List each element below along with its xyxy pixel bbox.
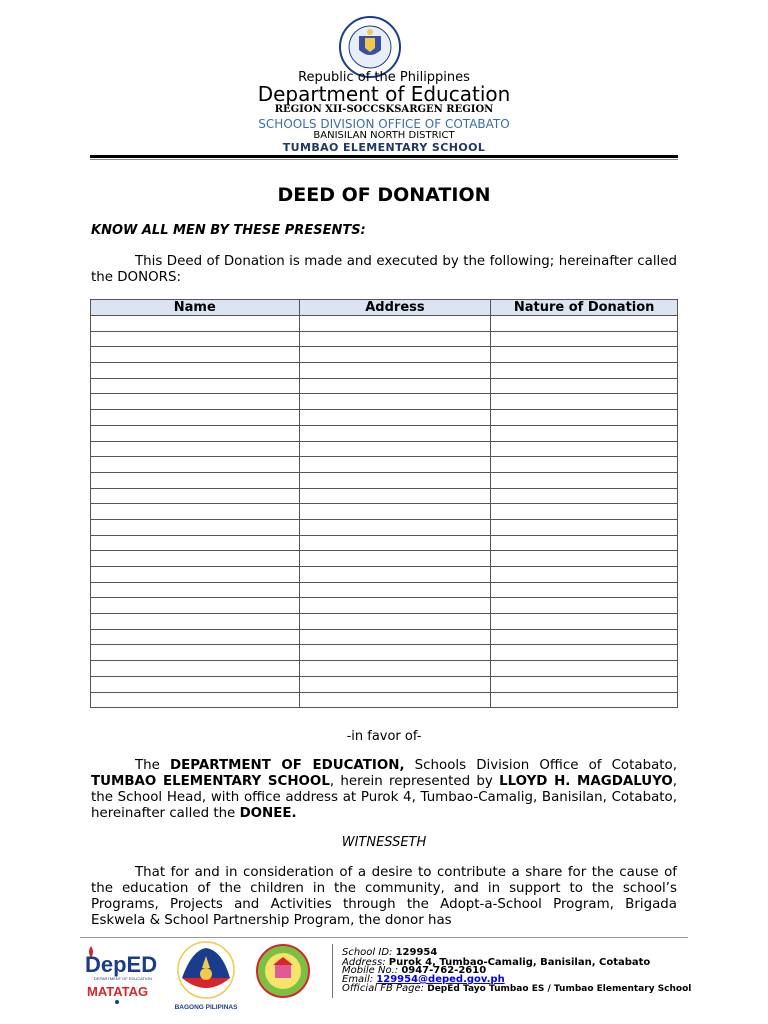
name-cell[interactable]: [91, 692, 300, 708]
deped-seal-logo: [339, 16, 401, 78]
matatag-logo-text: MATATAG: [87, 984, 149, 999]
address-cell[interactable]: [299, 347, 491, 363]
table-row: [91, 519, 678, 535]
address-cell[interactable]: [299, 676, 491, 692]
donee-text-1: The: [135, 758, 171, 773]
nature-cell[interactable]: [491, 394, 678, 410]
email-link[interactable]: 129954@deped.gov.ph: [376, 974, 505, 985]
address-cell[interactable]: [299, 692, 491, 708]
table-header-row: [91, 300, 678, 316]
consideration-paragraph: That for and in consideration of a desire to contribute a share for the cause of the education of the children in the community, and in support to the school’s Programs, Projects and Activities through the Adopt-a-School Program, Brigada Eskwela & School Partnership Program, the donor has: [91, 865, 677, 928]
table-row: [91, 331, 678, 347]
address-cell[interactable]: [299, 394, 491, 410]
address-cell[interactable]: [299, 598, 491, 614]
column-header-address: Address: [299, 300, 491, 316]
table-row: [91, 535, 678, 551]
name-cell[interactable]: [91, 676, 300, 692]
document-title: DEED OF DONATION: [277, 184, 491, 206]
address-cell[interactable]: [299, 441, 491, 457]
table-row: [91, 410, 678, 426]
school-id-label: School ID:: [342, 947, 396, 958]
address-cell[interactable]: [299, 519, 491, 535]
nature-cell[interactable]: [491, 645, 678, 661]
address-value: Purok 4, Tumbao-Camalig, Banisilan, Cotabato: [388, 957, 651, 968]
name-cell[interactable]: [91, 441, 300, 457]
address-cell[interactable]: [299, 535, 491, 551]
nature-cell[interactable]: [491, 347, 678, 363]
nature-cell[interactable]: [491, 535, 678, 551]
fb-page-value: DepEd Tayo Tumbao ES / Tumbao Elementary School: [427, 984, 692, 994]
nature-cell[interactable]: [491, 582, 678, 598]
deped-logo-text: DepED: [85, 952, 158, 977]
fb-page-line: [342, 984, 691, 994]
address-cell[interactable]: [299, 504, 491, 520]
nature-cell[interactable]: [491, 504, 678, 520]
name-cell[interactable]: [91, 410, 300, 426]
in-favor-line: -in favor of-: [346, 729, 422, 744]
name-cell[interactable]: [91, 394, 300, 410]
address-cell[interactable]: [299, 363, 491, 379]
school-id-value: 129954: [395, 947, 438, 958]
nature-cell[interactable]: [491, 457, 678, 473]
table-row: [91, 457, 678, 473]
nature-cell[interactable]: [491, 488, 678, 504]
donee-text-4: , the School Head, with office address at Purok 4, Tumbao-Camalig, Banisilan, Cotabato, hereinafter called the: [91, 774, 677, 821]
table-row: [91, 488, 678, 504]
address-cell[interactable]: [299, 614, 491, 630]
nature-cell[interactable]: [491, 472, 678, 488]
address-cell[interactable]: [299, 567, 491, 583]
name-cell[interactable]: [91, 457, 300, 473]
intro-paragraph: This Deed of Donation is made and executed by the following; hereinafter called the DONORS:: [91, 254, 677, 285]
name-cell[interactable]: [91, 551, 300, 567]
donee-text-3: , herein represented by: [329, 774, 500, 789]
region-line: REGION XII-SOCCSKSARGEN REGION: [274, 104, 494, 115]
nature-cell[interactable]: [491, 598, 678, 614]
address-label: Address:: [342, 957, 389, 968]
name-cell[interactable]: [91, 598, 300, 614]
address-cell[interactable]: [299, 316, 491, 332]
nature-cell[interactable]: [491, 316, 678, 332]
republic-line: Republic of the Philippines: [298, 70, 470, 85]
name-cell[interactable]: [91, 567, 300, 583]
nature-cell[interactable]: [491, 629, 678, 645]
donors-table: [90, 299, 678, 708]
name-cell[interactable]: [91, 331, 300, 347]
nature-cell[interactable]: [491, 441, 678, 457]
district-line: BANISILAN NORTH DISTRICT: [313, 130, 455, 141]
nature-cell[interactable]: [491, 519, 678, 535]
address-cell[interactable]: [299, 457, 491, 473]
donee-bold-head: LLOYD H. MAGDALUYO: [499, 774, 673, 789]
opening-line: KNOW ALL MEN BY THESE PRESENTS:: [91, 223, 366, 238]
email-label: Email:: [342, 974, 377, 985]
donors-table-body: [91, 316, 678, 708]
donee-text-2: Schools Division Office of Cotabato,: [404, 758, 677, 773]
mobile-label: Mobile No.:: [342, 965, 402, 976]
table-row: [91, 676, 678, 692]
school-logo: [247, 944, 319, 998]
nature-cell[interactable]: [491, 676, 678, 692]
table-row: [91, 363, 678, 379]
name-cell[interactable]: [91, 347, 300, 363]
table-row: [91, 567, 678, 583]
table-row: [91, 394, 678, 410]
nature-cell[interactable]: [491, 410, 678, 426]
name-cell[interactable]: [91, 425, 300, 441]
table-row: [91, 692, 678, 708]
nature-cell[interactable]: [491, 614, 678, 630]
table-row: [91, 316, 678, 332]
address-cell[interactable]: [299, 551, 491, 567]
table-row: [91, 661, 678, 677]
table-row: [91, 551, 678, 567]
nature-cell[interactable]: [491, 551, 678, 567]
nature-cell[interactable]: [491, 661, 678, 677]
nature-cell[interactable]: [491, 425, 678, 441]
division-line: SCHOOLS DIVISION OFFICE OF COTABATO: [258, 117, 510, 131]
table-row: [91, 347, 678, 363]
nature-cell[interactable]: [491, 363, 678, 379]
table-row: [91, 598, 678, 614]
address-cell[interactable]: [299, 582, 491, 598]
name-cell[interactable]: [91, 504, 300, 520]
name-cell[interactable]: [91, 488, 300, 504]
table-row: [91, 504, 678, 520]
nature-cell[interactable]: [491, 692, 678, 708]
bagong-pilipinas-logo: [172, 938, 240, 1012]
address-cell[interactable]: [299, 331, 491, 347]
address-cell[interactable]: [299, 488, 491, 504]
department-name: Department of Education: [257, 82, 511, 106]
name-cell[interactable]: [91, 614, 300, 630]
table-row: [91, 582, 678, 598]
nature-cell[interactable]: [491, 331, 678, 347]
donee-bold-donee: DONEE.: [239, 806, 297, 821]
footer-separator: [332, 944, 333, 998]
address-cell[interactable]: [299, 645, 491, 661]
fb-page-label: Official FB Page:: [342, 983, 428, 994]
donee-paragraph: [91, 758, 677, 822]
bagong-pilipinas-text: BAGONG PILIPINAS: [174, 1004, 238, 1011]
witnesseth-heading: WITNESSETH: [341, 835, 427, 850]
address-cell[interactable]: [299, 410, 491, 426]
name-cell[interactable]: [91, 472, 300, 488]
name-cell[interactable]: [91, 363, 300, 379]
address-cell[interactable]: [299, 472, 491, 488]
mobile-value: 0947-762-2610: [401, 965, 487, 976]
table-row: [91, 472, 678, 488]
table-row: [91, 614, 678, 630]
name-cell[interactable]: [91, 645, 300, 661]
table-row: [91, 629, 678, 645]
name-cell[interactable]: [91, 629, 300, 645]
header-divider: [90, 155, 678, 158]
address-cell[interactable]: [299, 629, 491, 645]
name-cell[interactable]: [91, 316, 300, 332]
table-row: [91, 645, 678, 661]
nature-cell[interactable]: [491, 567, 678, 583]
table-row: [91, 425, 678, 441]
address-cell[interactable]: [299, 378, 491, 394]
column-header-name: Name: [91, 300, 300, 316]
donee-bold-department: DEPARTMENT OF EDUCATION,: [170, 758, 405, 773]
name-cell[interactable]: [91, 519, 300, 535]
address-cell[interactable]: [299, 661, 491, 677]
name-cell[interactable]: [91, 582, 300, 598]
deped-logo-subtext: DEPARTMENT OF EDUCATION: [93, 976, 153, 981]
table-row: [91, 378, 678, 394]
table-row: [91, 441, 678, 457]
header-divider-thin: [90, 159, 678, 160]
name-cell[interactable]: [91, 535, 300, 551]
deped-matatag-logo: [83, 942, 165, 1006]
name-cell[interactable]: [91, 661, 300, 677]
nature-cell[interactable]: [491, 378, 678, 394]
donee-bold-school: TUMBAO ELEMENTARY SCHOOL: [91, 774, 330, 789]
column-header-nature: Nature of Donation: [491, 300, 678, 316]
name-cell[interactable]: [91, 378, 300, 394]
school-name: TUMBAO ELEMENTARY SCHOOL: [282, 141, 486, 154]
address-cell[interactable]: [299, 425, 491, 441]
